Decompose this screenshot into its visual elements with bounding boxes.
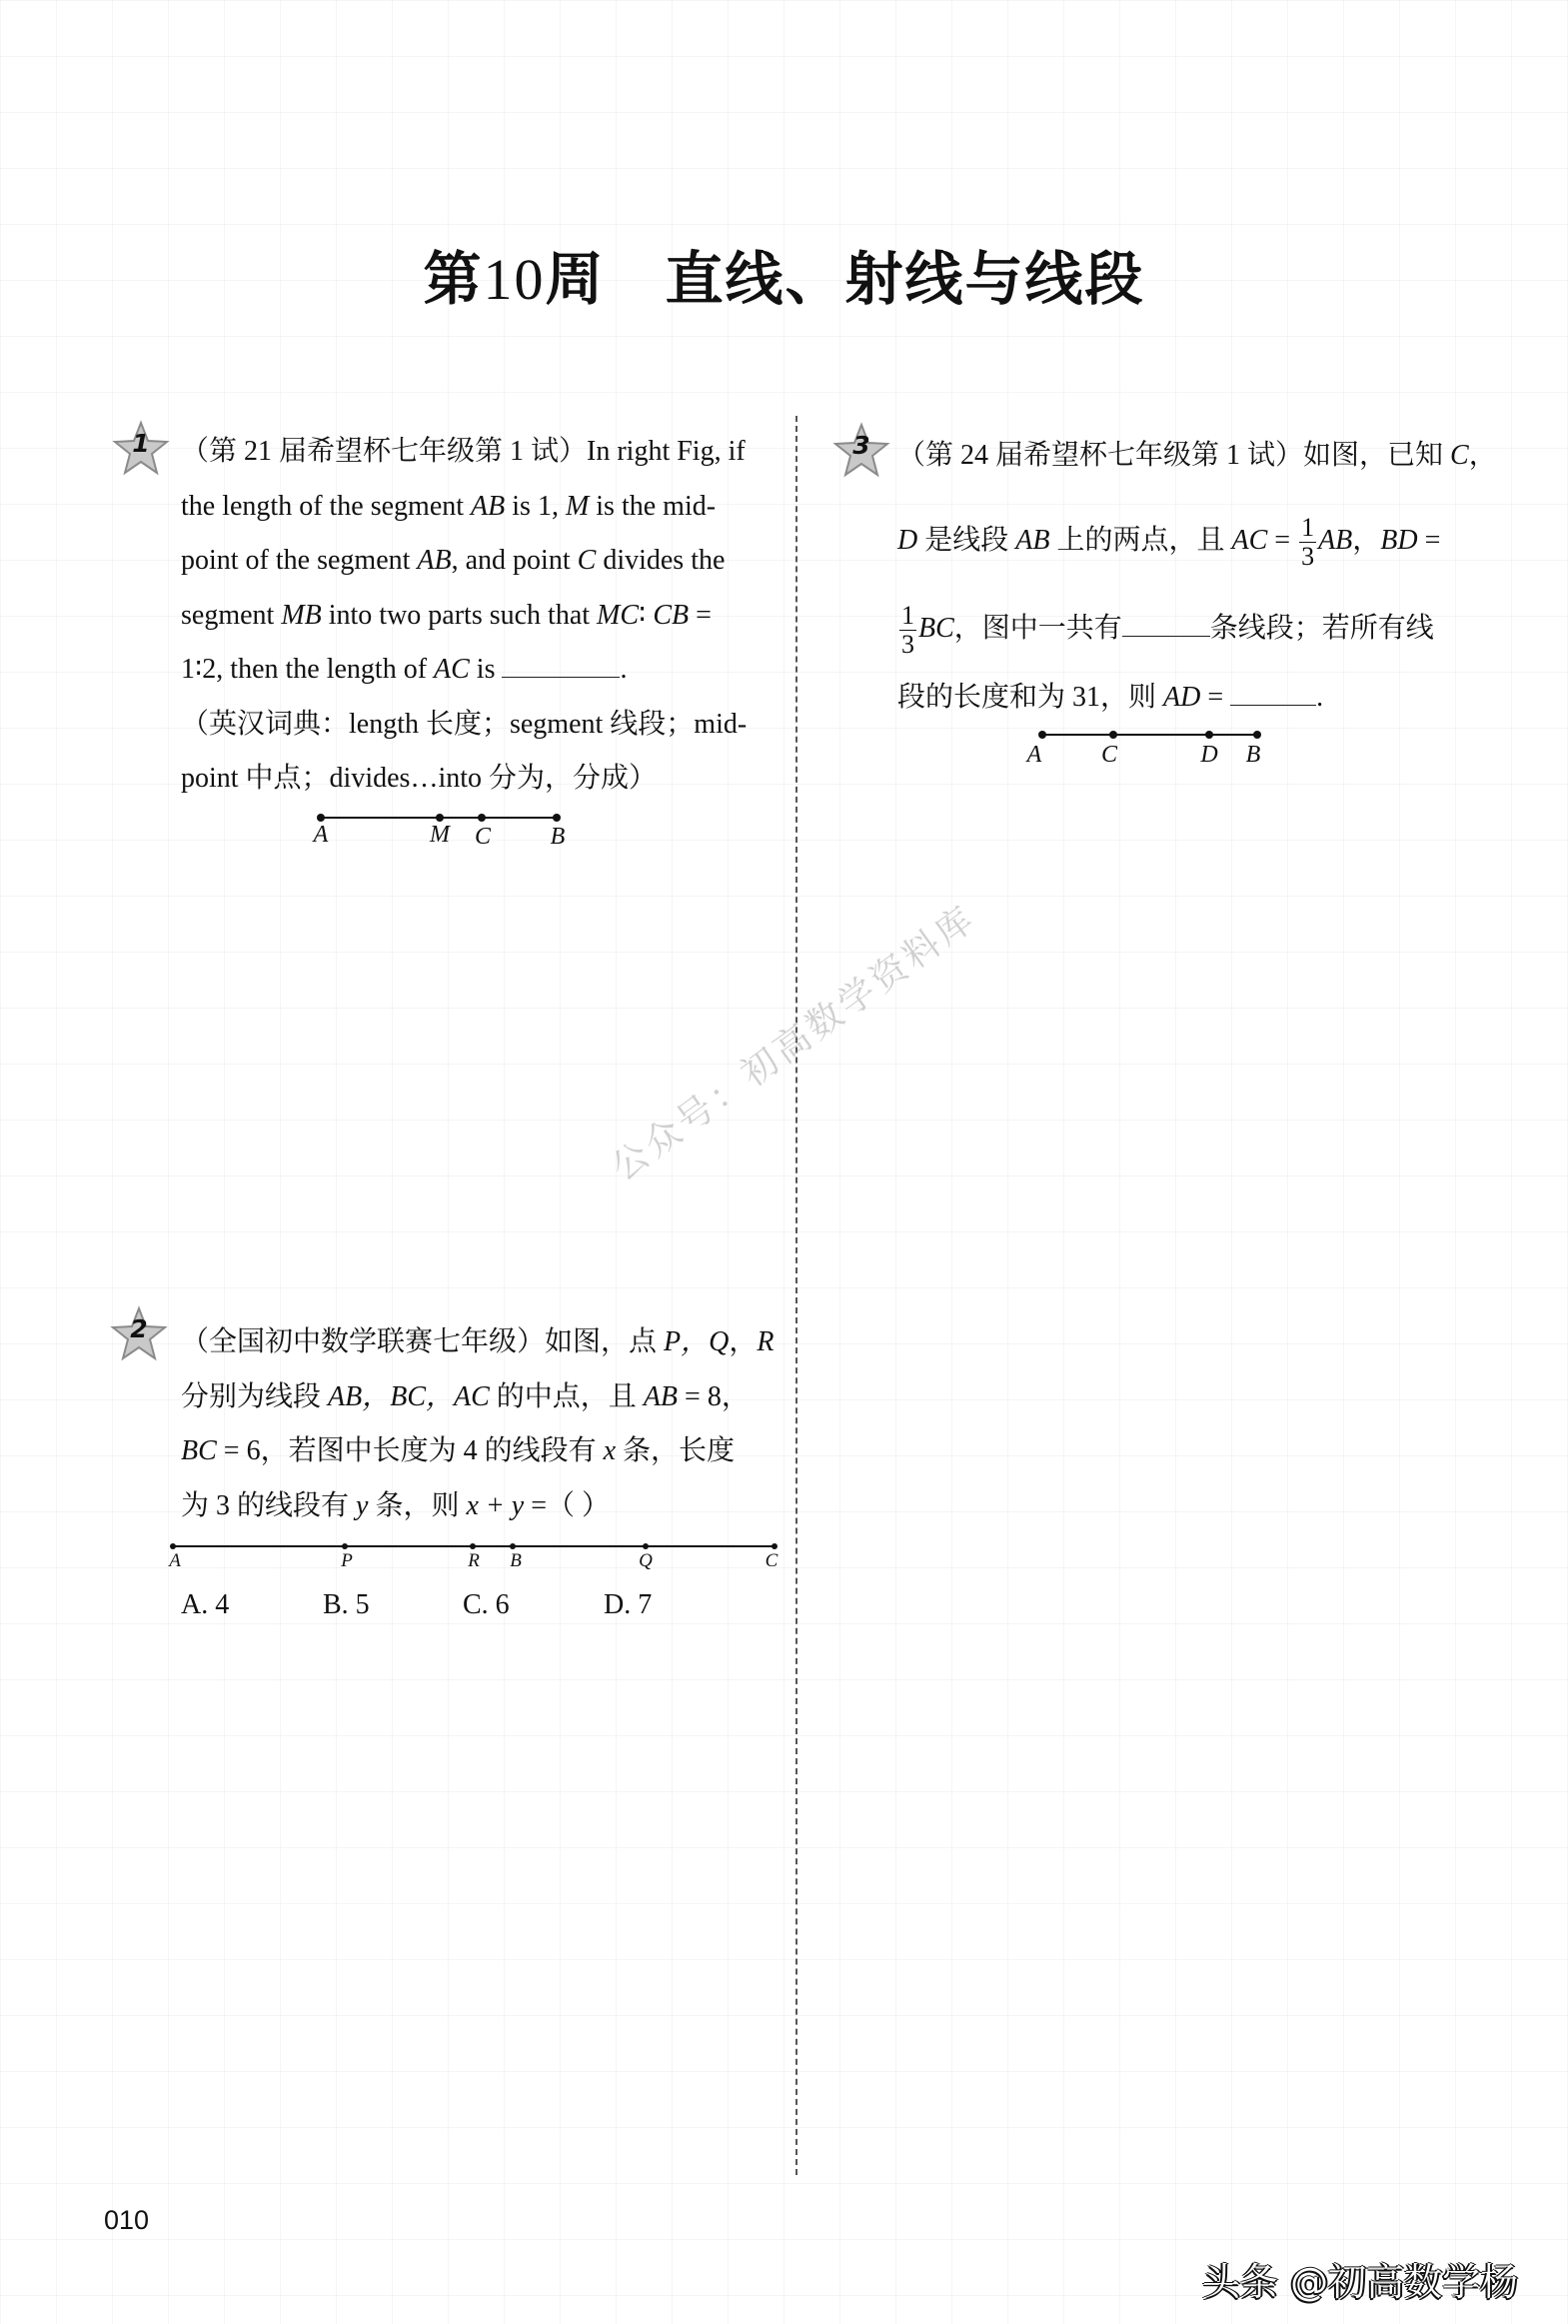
problem-1-text: （第 21 届希望杯七年级第 1 试）In right Fig, if the length of the segment AB is 1, M is the mid- point of the segment AB, and point C divides the segment MB into two parts such that MC∶ CB = 1∶2, then the length of AC is . （英汉词典：length 长度；segment 线段；mid- point 中点；divides…into 分为，分成） [181, 436, 748, 794]
title-topic: 直线、射线与线段 [665, 245, 1145, 313]
point-dot [1205, 731, 1213, 739]
segment-line [1042, 734, 1257, 736]
choice-c[interactable]: C. 6 [463, 1589, 510, 1620]
point-dot [643, 1543, 649, 1549]
point-label: M [430, 822, 450, 848]
brand-watermark: 头条 @初高数学杨 [1202, 2260, 1519, 2304]
watermark: 公众号：初高数学资料库 [604, 897, 984, 1189]
fraction-one-third: $\frac{1}{3}$ [1301, 513, 1315, 572]
title-week-number: 10 [483, 247, 546, 312]
problem-2-choices [0, 1589, 799, 1629]
point-dot [510, 1543, 516, 1549]
point-label: Q [639, 1550, 653, 1571]
answer-blank [1230, 683, 1316, 706]
point-dot [478, 814, 486, 822]
page-number: 010 [104, 2205, 150, 2235]
point-dot [436, 814, 444, 822]
choice-d[interactable]: D. 7 [604, 1589, 653, 1620]
point-label: P [341, 1550, 353, 1571]
point-dot [1109, 731, 1117, 739]
point-label: A [169, 1550, 181, 1571]
column-divider [795, 416, 797, 2175]
point-label: B [1245, 742, 1261, 768]
fraction-one-third: $\frac{1}{3}$ [901, 601, 914, 660]
point-label: C [765, 1550, 779, 1571]
problem-3-text: （第 24 届希望杯七年级第 1 试）如图，已知 C， D 是线段 AB 上的两点，且 AC = $\frac{1}{3}$ AB，BD = $\frac{1}{3}$ BC，图中一共有 条线段；若所有线 段的长度和为 31，则 AD = . [897, 440, 1497, 713]
point-label: D [1200, 742, 1218, 768]
problem-2-text: （全国初中数学联赛七年级）如图，点 P，Q，R 分别为线段 AB，BC，AC 的中点，且 AB = 8， BC = 6，若图中长度为 4 的线段有 x 条，长度 为 3 的线段有 y 条，则 x + y =（ ） [181, 1326, 775, 1521]
answer-blank [1122, 614, 1210, 637]
point-label: C [474, 824, 492, 850]
problem-1-star-badge [112, 420, 170, 478]
answer-blank [502, 655, 620, 678]
point-label: A [313, 822, 329, 848]
point-dot [317, 814, 325, 822]
problem-2-number: 2 [130, 1314, 148, 1343]
point-label: B [550, 824, 566, 850]
page-title [0, 232, 1568, 316]
problem-3-number: 3 [852, 431, 870, 460]
point-dot [772, 1543, 778, 1549]
point-dot [470, 1543, 476, 1549]
choice-a[interactable]: A. 4 [181, 1589, 230, 1620]
point-dot [170, 1543, 176, 1549]
point-dot [342, 1543, 348, 1549]
point-dot [1038, 731, 1046, 739]
title-week-suffix: 周 [545, 245, 606, 313]
point-dot [1253, 731, 1261, 739]
problem-2-star-badge [110, 1305, 168, 1363]
problem-1-number: 1 [132, 429, 150, 458]
point-dot [553, 814, 561, 822]
problem-3-star-badge [832, 422, 890, 480]
title-prefix: 第 [423, 245, 484, 313]
point-label: R [468, 1550, 480, 1571]
point-label: B [510, 1550, 522, 1571]
point-label: C [1100, 742, 1118, 768]
point-label: A [1026, 742, 1042, 768]
choice-b[interactable]: B. 5 [323, 1589, 370, 1620]
